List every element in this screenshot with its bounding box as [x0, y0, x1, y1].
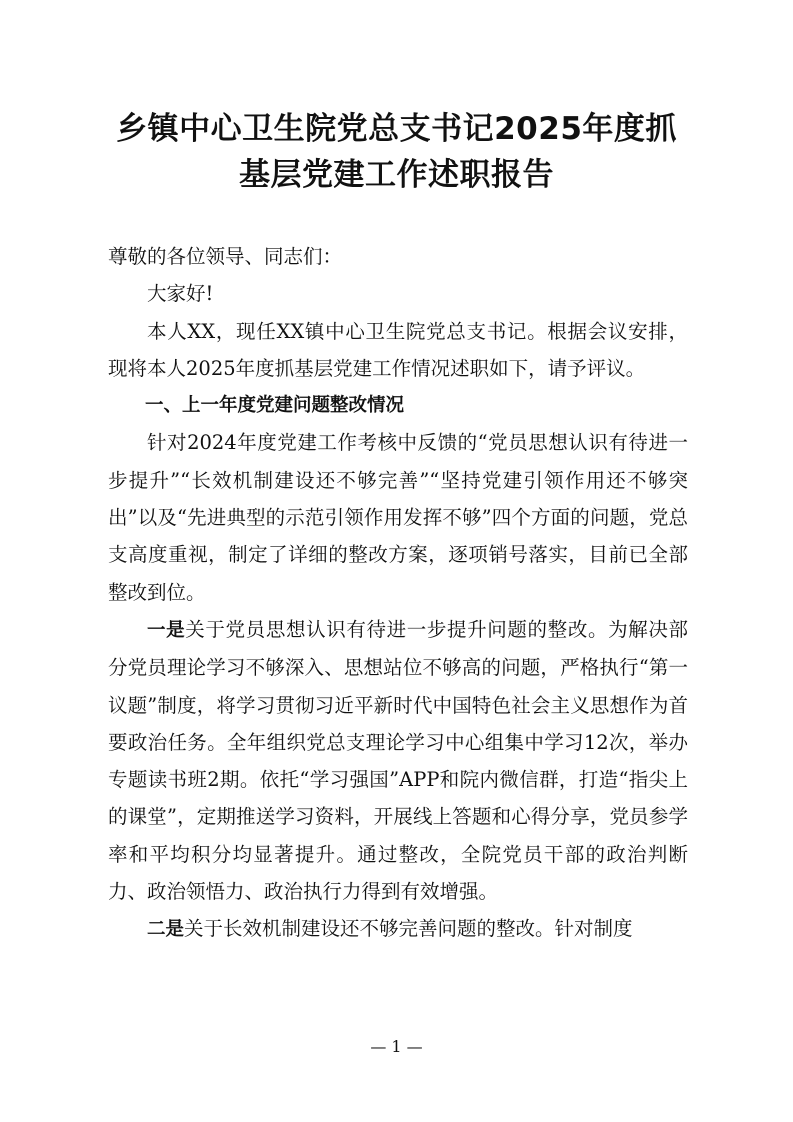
document-body [108, 238, 688, 949]
intro-paragraph: 本人XX，现任XX镇中心卫生院党总支书记。根据会议安排，现将本人2025年度抓基层党建工作情况述职如下，请予评议。 [108, 319, 688, 380]
greeting: 大家好! [147, 282, 214, 306]
section-1-paragraph: 针对2024年度党建工作考核中反馈的“党员思想认识有待进一步提升”“长效机制建设还不够完善”“坚持党建引领作用还不够突出”以及“先进典型的示范引领作用发挥不够”四个方面的问题，党总支高度重视，制定了详细的整改方案，逐项销号落实，目前已全部整改到位。 [108, 431, 688, 604]
title-line-2: 基层党建工作述职报告 [239, 157, 554, 193]
item-1-lead: 一是 [147, 619, 186, 641]
title-line-1: 乡镇中心卫生院党总支书记2025年度抓 [116, 111, 677, 147]
page-number: — 1 — [370, 1037, 423, 1056]
item-1-paragraph [108, 611, 688, 910]
item-1-text: 关于党员思想认识有待进一步提升问题的整改。为解决部分党员理论学习不够深入、思想站位不够高的问题，严格执行“第一议题”制度，将学习贯彻习近平新时代中国特色社会主义思想作为首要政治任务。全年组织党总支理论学习中心组集中学习12次，举办专题读书班2期。依托“学习强国”APP和院内微信群，打造“指尖上的课堂”，定期推送学习资料，开展线上答题和心得分享，党员参学率和平均积分均显著提升。通过整改，全院党员干部的政治判断力、政治领悟力、政治执行力得到有效增强。 [108, 617, 688, 904]
item-2-paragraph [108, 910, 688, 948]
section-heading-1: 一、上一年度党建问题整改情况 [145, 395, 405, 417]
item-2-text: 关于长效机制建设还不够完善问题的整改。针对制度 [184, 917, 633, 941]
item-2-lead: 二是 [147, 919, 185, 941]
document-title [90, 106, 703, 198]
salutation: 尊敬的各位领导、同志们： [108, 245, 343, 268]
